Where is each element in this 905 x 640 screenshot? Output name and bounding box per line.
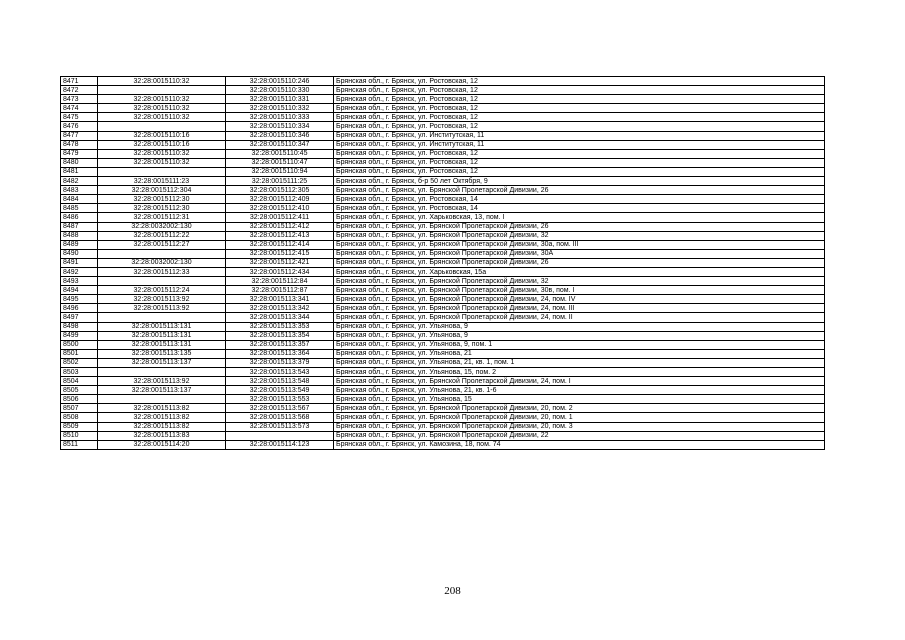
parent-cadastral-number-cell	[98, 249, 226, 258]
table-row	[61, 431, 825, 440]
address-cell: Брянская обл., г. Брянск, ул. Харьковская, 13, пом. I	[334, 213, 825, 222]
row-number-cell: 8491	[61, 258, 98, 267]
page-number: 208	[444, 585, 461, 597]
parent-cadastral-number-cell: 32:28:0015112:30	[98, 195, 226, 204]
parent-cadastral-number-cell	[98, 395, 226, 404]
table-row	[61, 304, 825, 313]
cadastral-number-cell: 32:28:0015113:354	[226, 331, 334, 340]
cadastral-number-cell: 32:28:0015113:567	[226, 404, 334, 413]
address-cell: Брянская обл., г. Брянск, ул. Ростовская, 12	[334, 113, 825, 122]
cadastral-number-cell: 32:28:0015112:415	[226, 249, 334, 258]
cadastral-number-cell: 32:28:0015113:364	[226, 349, 334, 358]
address-cell: Брянская обл., г. Брянск, ул. Брянской Пролетарской Дивизии, 30в, пом. I	[334, 286, 825, 295]
row-number-cell: 8496	[61, 304, 98, 313]
row-number-cell: 8482	[61, 177, 98, 186]
cadastral-number-cell: 32:28:0015113:342	[226, 304, 334, 313]
cadastral-number-cell: 32:28:0015110:334	[226, 122, 334, 131]
cadastral-number-cell: 32:28:0015112:409	[226, 195, 334, 204]
row-number-cell: 8503	[61, 368, 98, 377]
cadastral-number-cell: 32:28:0015112:411	[226, 213, 334, 222]
row-number-cell: 8494	[61, 286, 98, 295]
cadastral-number-cell: 32:28:0015110:332	[226, 104, 334, 113]
table-row	[61, 368, 825, 377]
table-row	[61, 322, 825, 331]
address-cell: Брянская обл., г. Брянск, ул. Брянской Пролетарской Дивизии, 30а, пом. III	[334, 240, 825, 249]
cadastral-number-cell: 32:28:0015112:434	[226, 267, 334, 276]
table-row	[61, 77, 825, 86]
row-number-cell: 8485	[61, 204, 98, 213]
row-number-cell: 8511	[61, 440, 98, 449]
cadastral-number-cell: 32:28:0015110:246	[226, 77, 334, 86]
parent-cadastral-number-cell	[98, 368, 226, 377]
parent-cadastral-number-cell	[98, 122, 226, 131]
cadastral-number-cell: 32:28:0015112:305	[226, 186, 334, 195]
address-cell: Брянская обл., г. Брянск, ул. Ульянова, 21, кв. 1-6	[334, 386, 825, 395]
parent-cadastral-number-cell: 32:28:0015112:33	[98, 267, 226, 276]
cadastral-number-cell: 32:28:0015112:410	[226, 204, 334, 213]
row-number-cell: 8484	[61, 195, 98, 204]
table-row	[61, 331, 825, 340]
register-table-body	[61, 77, 825, 450]
table-row	[61, 286, 825, 295]
table-row	[61, 186, 825, 195]
address-cell: Брянская обл., г. Брянск, б-р 50 лет Октября, 9	[334, 177, 825, 186]
parent-cadastral-number-cell: 32:28:0015113:131	[98, 340, 226, 349]
table-row	[61, 149, 825, 158]
table-row	[61, 249, 825, 258]
row-number-cell: 8479	[61, 149, 98, 158]
address-cell: Брянская обл., г. Брянск, ул. Брянской Пролетарской Дивизии, 30А	[334, 249, 825, 258]
address-cell: Брянская обл., г. Брянск, ул. Институтская, 11	[334, 131, 825, 140]
address-cell: Брянская обл., г. Брянск, ул. Ростовская, 12	[334, 95, 825, 104]
parent-cadastral-number-cell	[98, 277, 226, 286]
parent-cadastral-number-cell: 32:28:0015110:32	[98, 77, 226, 86]
row-number-cell: 8486	[61, 213, 98, 222]
address-cell: Брянская обл., г. Брянск, ул. Ульянова, 15, пом. 2	[334, 368, 825, 377]
table-row	[61, 240, 825, 249]
row-number-cell: 8498	[61, 322, 98, 331]
cadastral-number-cell: 32:28:0015111:25	[226, 177, 334, 186]
table-row	[61, 277, 825, 286]
table-row	[61, 86, 825, 95]
parent-cadastral-number-cell: 32:28:0015110:32	[98, 158, 226, 167]
row-number-cell: 8488	[61, 231, 98, 240]
parent-cadastral-number-cell: 32:28:0015113:82	[98, 422, 226, 431]
parent-cadastral-number-cell	[98, 86, 226, 95]
address-cell: Брянская обл., г. Брянск, ул. Ульянова, 9	[334, 331, 825, 340]
cadastral-number-cell: 32:28:0015113:573	[226, 422, 334, 431]
table-row	[61, 267, 825, 276]
address-cell: Брянская обл., г. Брянск, ул. Ростовская, 12	[334, 158, 825, 167]
address-cell: Брянская обл., г. Брянск, ул. Харьковская, 15а	[334, 267, 825, 276]
parent-cadastral-number-cell: 32:28:0015113:131	[98, 322, 226, 331]
row-number-cell: 8489	[61, 240, 98, 249]
cadastral-number-cell: 32:28:0015113:357	[226, 340, 334, 349]
parent-cadastral-number-cell: 32:28:0015112:31	[98, 213, 226, 222]
address-cell: Брянская обл., г. Брянск, ул. Ростовская, 12	[334, 86, 825, 95]
cadastral-number-cell: 32:28:0015110:47	[226, 158, 334, 167]
cadastral-number-cell: 32:28:0015112:87	[226, 286, 334, 295]
cadastral-number-cell: 32:28:0015113:344	[226, 313, 334, 322]
row-number-cell: 8502	[61, 358, 98, 367]
address-cell: Брянская обл., г. Брянск, ул. Брянской Пролетарской Дивизии, 26	[334, 186, 825, 195]
row-number-cell: 8477	[61, 131, 98, 140]
table-row	[61, 140, 825, 149]
row-number-cell: 8472	[61, 86, 98, 95]
cadastral-number-cell: 32:28:0015112:84	[226, 277, 334, 286]
parent-cadastral-number-cell: 32:28:0015110:32	[98, 113, 226, 122]
row-number-cell: 8476	[61, 122, 98, 131]
row-number-cell: 8507	[61, 404, 98, 413]
row-number-cell: 8492	[61, 267, 98, 276]
parent-cadastral-number-cell: 32:28:0015110:32	[98, 149, 226, 158]
table-row	[61, 258, 825, 267]
row-number-cell: 8508	[61, 413, 98, 422]
address-cell: Брянская обл., г. Брянск, ул. Ростовская, 12	[334, 77, 825, 86]
table-row	[61, 167, 825, 176]
parent-cadastral-number-cell: 32:28:0015112:22	[98, 231, 226, 240]
address-cell: Брянская обл., г. Брянск, ул. Брянской Пролетарской Дивизии, 20, пом. 3	[334, 422, 825, 431]
table-row	[61, 222, 825, 231]
cadastral-number-cell	[226, 431, 334, 440]
cadastral-number-cell: 32:28:0015110:333	[226, 113, 334, 122]
table-row	[61, 313, 825, 322]
address-cell: Брянская обл., г. Брянск, ул. Брянской Пролетарской Дивизии, 24, пом. III	[334, 304, 825, 313]
address-cell: Брянская обл., г. Брянск, ул. Ростовская, 14	[334, 204, 825, 213]
row-number-cell: 8495	[61, 295, 98, 304]
row-number-cell: 8506	[61, 395, 98, 404]
cadastral-number-cell: 32:28:0015110:330	[226, 86, 334, 95]
address-cell: Брянская обл., г. Брянск, ул. Брянской Пролетарской Дивизии, 24, пом. IV	[334, 295, 825, 304]
parent-cadastral-number-cell: 32:28:0015113:137	[98, 358, 226, 367]
parent-cadastral-number-cell: 32:28:0015114:20	[98, 440, 226, 449]
parent-cadastral-number-cell: 32:28:0015113:131	[98, 331, 226, 340]
cadastral-number-cell: 32:28:0015113:549	[226, 386, 334, 395]
row-number-cell: 8474	[61, 104, 98, 113]
table-row	[61, 377, 825, 386]
cadastral-number-cell: 32:28:0015113:548	[226, 377, 334, 386]
row-number-cell: 8471	[61, 77, 98, 86]
cadastral-number-cell: 32:28:0015110:347	[226, 140, 334, 149]
cadastral-number-cell: 32:28:0015110:45	[226, 149, 334, 158]
row-number-cell: 8478	[61, 140, 98, 149]
parent-cadastral-number-cell: 32:28:0015110:16	[98, 140, 226, 149]
row-number-cell: 8505	[61, 386, 98, 395]
table-row	[61, 386, 825, 395]
table-row	[61, 204, 825, 213]
table-row	[61, 395, 825, 404]
cadastral-number-cell: 32:28:0015113:379	[226, 358, 334, 367]
parent-cadastral-number-cell: 32:28:0015113:137	[98, 386, 226, 395]
parent-cadastral-number-cell: 32:28:0015113:135	[98, 349, 226, 358]
table-row	[61, 295, 825, 304]
row-number-cell: 8490	[61, 249, 98, 258]
row-number-cell: 8483	[61, 186, 98, 195]
address-cell: Брянская обл., г. Брянск, ул. Брянской Пролетарской Дивизии, 22	[334, 431, 825, 440]
table-row	[61, 104, 825, 113]
cadastral-number-cell: 32:28:0015113:568	[226, 413, 334, 422]
cadastral-number-cell: 32:28:0015113:353	[226, 322, 334, 331]
address-cell: Брянская обл., г. Брянск, ул. Ростовская, 12	[334, 167, 825, 176]
table-row	[61, 440, 825, 449]
table-row	[61, 158, 825, 167]
table-row	[61, 358, 825, 367]
cadastral-number-cell: 32:28:0015113:341	[226, 295, 334, 304]
cadastral-number-cell: 32:28:0015110:346	[226, 131, 334, 140]
address-cell: Брянская обл., г. Брянск, ул. Брянской Пролетарской Дивизии, 24, пом. II	[334, 313, 825, 322]
row-number-cell: 8510	[61, 431, 98, 440]
row-number-cell: 8497	[61, 313, 98, 322]
parent-cadastral-number-cell: 32:28:0015113:82	[98, 404, 226, 413]
table-row	[61, 177, 825, 186]
parent-cadastral-number-cell: 32:28:0015113:92	[98, 304, 226, 313]
parent-cadastral-number-cell: 32:28:0015112:27	[98, 240, 226, 249]
address-cell: Брянская обл., г. Брянск, ул. Ульянова, 21	[334, 349, 825, 358]
parent-cadastral-number-cell: 32:28:0015110:16	[98, 131, 226, 140]
parent-cadastral-number-cell: 32:28:0015113:83	[98, 431, 226, 440]
cadastral-number-cell: 32:28:0015114:123	[226, 440, 334, 449]
row-number-cell: 8509	[61, 422, 98, 431]
table-row	[61, 404, 825, 413]
cadastral-number-cell: 32:28:0015113:553	[226, 395, 334, 404]
row-number-cell: 8487	[61, 222, 98, 231]
table-row	[61, 349, 825, 358]
address-cell: Брянская обл., г. Брянск, ул. Брянской Пролетарской Дивизии, 20, пом. 2	[334, 404, 825, 413]
parent-cadastral-number-cell: 32:28:0015113:82	[98, 413, 226, 422]
table-row	[61, 131, 825, 140]
cadastral-number-cell: 32:28:0015112:414	[226, 240, 334, 249]
cadastral-number-cell: 32:28:0015112:421	[226, 258, 334, 267]
row-number-cell: 8473	[61, 95, 98, 104]
table-row	[61, 231, 825, 240]
cadastral-number-cell: 32:28:0015110:94	[226, 167, 334, 176]
cadastral-number-cell: 32:28:0015112:412	[226, 222, 334, 231]
address-cell: Брянская обл., г. Брянск, ул. Камозина, 18, пом. 74	[334, 440, 825, 449]
parent-cadastral-number-cell: 32:28:0032002:130	[98, 222, 226, 231]
table-row	[61, 413, 825, 422]
table-row	[61, 422, 825, 431]
row-number-cell: 8500	[61, 340, 98, 349]
parent-cadastral-number-cell: 32:28:0015112:304	[98, 186, 226, 195]
address-cell: Брянская обл., г. Брянск, ул. Ульянова, 9	[334, 322, 825, 331]
parent-cadastral-number-cell: 32:28:0015111:23	[98, 177, 226, 186]
address-cell: Брянская обл., г. Брянск, ул. Ульянова, 15	[334, 395, 825, 404]
parent-cadastral-number-cell: 32:28:0015110:32	[98, 104, 226, 113]
row-number-cell: 8504	[61, 377, 98, 386]
address-cell: Брянская обл., г. Брянск, ул. Брянской Пролетарской Дивизии, 20, пом. 1	[334, 413, 825, 422]
cadastral-number-cell: 32:28:0015110:331	[226, 95, 334, 104]
address-cell: Брянская обл., г. Брянск, ул. Ростовская, 12	[334, 149, 825, 158]
parent-cadastral-number-cell: 32:28:0015112:24	[98, 286, 226, 295]
parent-cadastral-number-cell: 32:28:0015112:30	[98, 204, 226, 213]
parent-cadastral-number-cell: 32:28:0032002:130	[98, 258, 226, 267]
address-cell: Брянская обл., г. Брянск, ул. Ростовская, 12	[334, 104, 825, 113]
parent-cadastral-number-cell	[98, 167, 226, 176]
cadastral-number-cell: 32:28:0015112:413	[226, 231, 334, 240]
address-cell: Брянская обл., г. Брянск, ул. Ульянова, 21, кв. 1, пом. 1	[334, 358, 825, 367]
row-number-cell: 8475	[61, 113, 98, 122]
parent-cadastral-number-cell: 32:28:0015110:32	[98, 95, 226, 104]
parent-cadastral-number-cell: 32:28:0015113:92	[98, 377, 226, 386]
address-cell: Брянская обл., г. Брянск, ул. Брянской Пролетарской Дивизии, 26	[334, 222, 825, 231]
address-cell: Брянская обл., г. Брянск, ул. Институтская, 11	[334, 140, 825, 149]
table-row	[61, 122, 825, 131]
table-row	[61, 340, 825, 349]
cadastral-number-cell: 32:28:0015113:543	[226, 368, 334, 377]
address-cell: Брянская обл., г. Брянск, ул. Брянской Пролетарской Дивизии, 32	[334, 231, 825, 240]
table-row	[61, 113, 825, 122]
row-number-cell: 8480	[61, 158, 98, 167]
address-cell: Брянская обл., г. Брянск, ул. Брянской Пролетарской Дивизии, 24, пом. I	[334, 377, 825, 386]
row-number-cell: 8481	[61, 167, 98, 176]
row-number-cell: 8493	[61, 277, 98, 286]
table-row	[61, 95, 825, 104]
row-number-cell: 8501	[61, 349, 98, 358]
parent-cadastral-number-cell: 32:28:0015113:92	[98, 295, 226, 304]
address-cell: Брянская обл., г. Брянск, ул. Ростовская, 12	[334, 122, 825, 131]
property-register-table	[60, 76, 825, 450]
table-row	[61, 195, 825, 204]
address-cell: Брянская обл., г. Брянск, ул. Брянской Пролетарской Дивизии, 32	[334, 277, 825, 286]
address-cell: Брянская обл., г. Брянск, ул. Ростовская, 14	[334, 195, 825, 204]
address-cell: Брянская обл., г. Брянск, ул. Брянской Пролетарской Дивизии, 26	[334, 258, 825, 267]
table-row	[61, 213, 825, 222]
address-cell: Брянская обл., г. Брянск, ул. Ульянова, 9, пом. 1	[334, 340, 825, 349]
parent-cadastral-number-cell	[98, 313, 226, 322]
row-number-cell: 8499	[61, 331, 98, 340]
